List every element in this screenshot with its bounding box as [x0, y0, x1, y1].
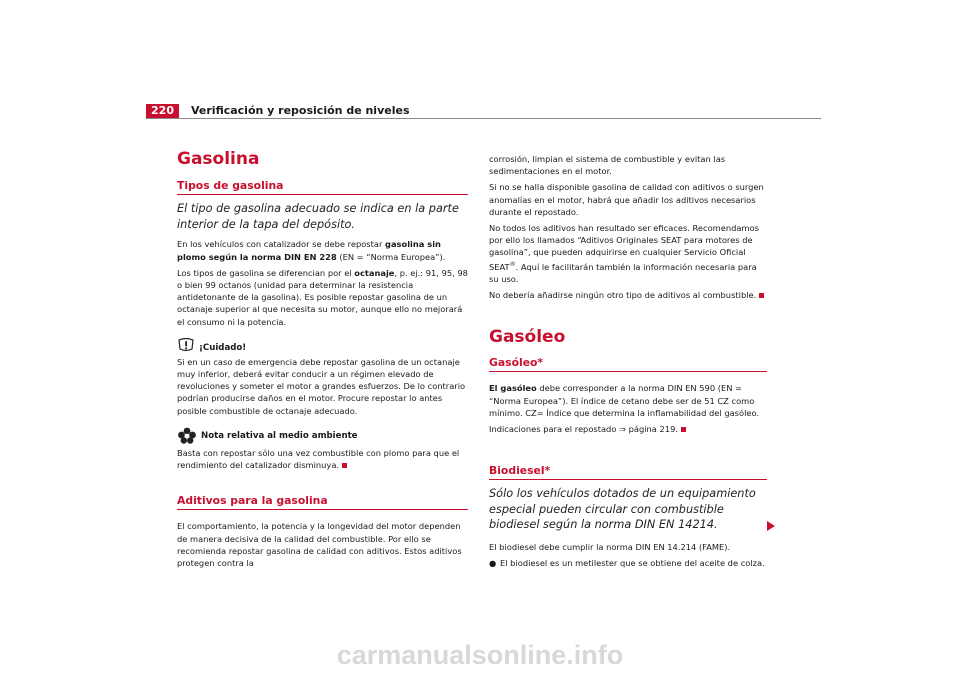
environment-header: [177, 427, 468, 445]
text: . Aquí le facilitarán también la información necesaria para su uso.: [489, 261, 757, 284]
list-item: [489, 557, 767, 569]
text: (EN = “Norma Europea”).: [336, 251, 446, 262]
environment-note: [177, 427, 468, 471]
intro-biodiesel: Sólo los vehículos dotados de un equipamiento especial pueden circular con combustible biodiesel según la norma DIN EN 14214.: [489, 487, 756, 532]
paragraph-catalizador: [177, 238, 468, 262]
flower-icon: [177, 427, 197, 445]
next-page-arrow-icon: [767, 521, 775, 531]
paragraph-otros-aditivos: [489, 289, 767, 301]
text: , p. ej.: 91, 95, 98 o bien 99 octanos (unidad para determinar la resistencia antidetonante de la gasolina). Es posible repostar gasolina de un octanaje superior al que necesita su motor, aunque ello no mejorará el consumo ni la potencia.: [177, 267, 468, 327]
paragraph-corrosion: corrosión, limpian el sistema de combustible y evitan las sedimentaciones en el motor.: [489, 154, 726, 177]
registered-mark: ®: [509, 260, 516, 268]
text: Los tipos de gasolina se diferencian por el: [177, 267, 355, 278]
left-column: [177, 149, 468, 573]
paragraph-repostado: [489, 423, 767, 435]
bullet-dot: ●: [489, 558, 497, 569]
text: debe corresponder a la norma DIN EN 590 (EN = “Norma Europea”). El índice de cetano debe ser de 51 CZ como mínimo. CZ= Índice que determina la inflamabilidad del gasóleo.: [489, 383, 760, 418]
heading-aditivos: Aditivos para la gasolina: [177, 495, 468, 510]
section-title-gasolina: Gasolina: [177, 149, 260, 169]
caution-header: [177, 338, 468, 354]
text: Basta con repostar sólo una vez combustible con plomo para que el rendimiento del catalizador disminuya.: [177, 447, 460, 471]
text: No debería añadirse ningún otro tipo de aditivos al combustible.: [489, 289, 757, 300]
end-square: [681, 427, 686, 432]
paragraph-aditivos: El comportamiento, la potencia y la longevidad del motor dependen de manera decisiva de la calidad del combustible. Por ello se recomienda repostar gasolina de calidad con aditivos. Estos aditivos protegen contra la: [177, 521, 462, 569]
paragraph-anomalias: Si no se halla disponible gasolina de calidad con aditivos o surgen anomalías en el motor, habrá que añadir los aditivos necesarios durante el repostado.: [489, 182, 764, 217]
environment-title: Nota relativa al medio ambiente: [201, 430, 358, 441]
running-title: Verificación y reposición de niveles: [191, 104, 410, 117]
end-square: [342, 463, 347, 468]
paragraph-octanaje: [177, 267, 468, 328]
caution-text: Si en un caso de emergencia debe repostar gasolina de un octanaje muy inferior, deberá evitar conducir a un régimen elevado de revoluciones y someter el motor a grandes esfuerzos. De lo contrario podrían producirse daños en el motor. Procure repostar lo antes posible combustible de octanaje adecuado.: [177, 356, 466, 416]
caution-icon: [177, 338, 195, 354]
paragraph-biodiesel-norma: El biodiesel debe cumplir la norma DIN EN 14.214 (FAME).: [489, 541, 731, 552]
intro-tipos: El tipo de gasolina adecuado se indica en la parte interior de la tapa del depósito.: [177, 202, 459, 231]
header-rule: [146, 118, 821, 119]
paragraph-gasoleo: [489, 382, 767, 419]
heading-tipos-de-gasolina: Tipos de gasolina: [177, 180, 468, 195]
caution-box: [177, 338, 468, 417]
end-square: [759, 293, 764, 298]
environment-text: [177, 447, 468, 471]
bold-text: El gasóleo: [489, 383, 537, 394]
paragraph-aditivos-originales: [489, 222, 767, 285]
heading-gasoleo: Gasóleo*: [489, 357, 767, 372]
right-column: [489, 153, 767, 569]
page-number: 220: [146, 104, 179, 118]
text: Indicaciones para el repostado ⇒ página 219.: [489, 424, 679, 435]
bold-text: gasolina sin plomo según la norma DIN EN 228: [177, 239, 441, 262]
heading-biodiesel: Biodiesel*: [489, 465, 767, 480]
section-title-gasoleo: Gasóleo: [489, 327, 566, 347]
watermark: carmanualsonline.info: [336, 640, 624, 670]
caution-title: ¡Cuidado!: [199, 342, 247, 353]
bold-text: octanaje: [354, 267, 395, 278]
text: El biodiesel es un metilester que se obtiene del aceite de colza.: [500, 558, 765, 569]
text: No todos los aditivos han resultado ser eficaces. Recomendamos por ello los llamados “Aditivos Originales SEAT para motores de gasolina”, que pueden adquirirse en cualquier Servicio Oficial SEAT: [489, 223, 759, 272]
text: En los vehículos con catalizador se debe repostar: [177, 239, 386, 250]
